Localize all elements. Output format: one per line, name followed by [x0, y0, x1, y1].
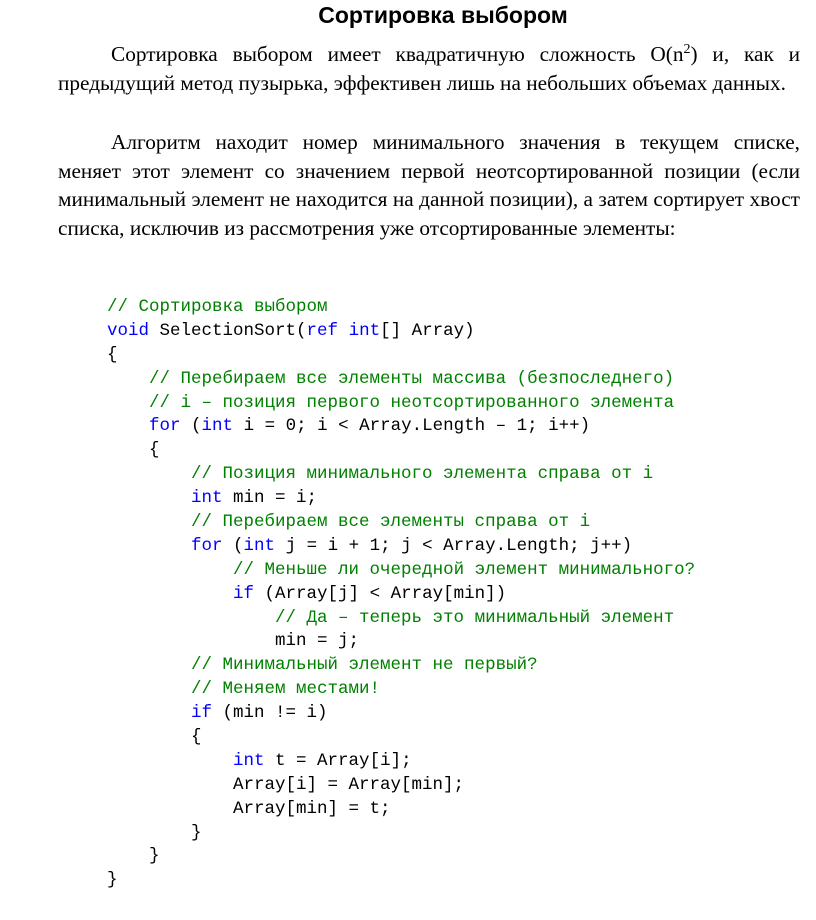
code-line — [107, 439, 695, 463]
code-text — [107, 584, 233, 604]
code-line — [107, 774, 695, 798]
code-keyword: for — [149, 416, 181, 437]
code-line — [107, 511, 695, 535]
code-text — [107, 512, 191, 532]
code-line — [107, 320, 695, 344]
paragraph-complexity-text-end: ) и, как и предыдущий метод пузырька, эффективен лишь на небольших объемах данных. — [58, 42, 800, 95]
code-text: Array[min] = t; — [107, 798, 391, 819]
code-text: { — [107, 727, 202, 748]
code-keyword: ref — [306, 320, 339, 341]
code-text: ( — [180, 416, 202, 437]
code-line — [107, 368, 695, 392]
code-line — [107, 678, 695, 702]
code-line — [107, 463, 695, 487]
code-line — [107, 344, 695, 368]
code-comment: // Перебираем все элементы справа от i — [191, 512, 591, 533]
code-keyword: int — [243, 535, 276, 556]
code-line — [107, 559, 695, 583]
code-text — [107, 608, 275, 628]
code-text — [107, 369, 149, 389]
code-text — [107, 655, 191, 675]
code-keyword: int — [191, 488, 223, 509]
code-keyword: void — [107, 320, 150, 341]
code-text: } — [107, 822, 202, 843]
exponent: 2 — [683, 41, 691, 57]
code-line — [107, 702, 695, 726]
code-line — [107, 845, 695, 869]
code-line — [107, 296, 695, 320]
code-comment: // Да – теперь это минимальный элемент — [275, 607, 675, 628]
code-line — [107, 487, 695, 511]
code-text — [107, 703, 191, 723]
code-line — [107, 822, 695, 846]
code-text — [107, 536, 191, 556]
code-text: j = i + 1; j < Array.Length; j++) — [275, 535, 633, 556]
code-text: i = 0; i < Array.Length – 1; i++) — [233, 416, 591, 437]
code-text — [107, 679, 191, 699]
code-line — [107, 535, 695, 559]
paragraph-complexity-text-start: Сортировка выбором имеет квадратичную сложность O(n — [111, 42, 684, 66]
code-keyword: for — [191, 535, 223, 556]
code-comment: // Сортировка выбором — [107, 297, 328, 317]
code-text: SelectionSort( — [149, 320, 307, 341]
code-line — [107, 654, 695, 678]
code-text: (min != i) — [212, 703, 328, 724]
code-comment: // Меняем местами! — [191, 679, 381, 700]
code-comment: // Минимальный элемент не первый? — [191, 655, 538, 676]
code-text — [107, 416, 149, 436]
code-line — [107, 607, 695, 631]
code-text: { — [107, 344, 118, 365]
code-comment: // Меньше ли очередной элемент минимального? — [233, 559, 696, 580]
code-line — [107, 583, 695, 607]
code-text — [107, 464, 191, 484]
code-text: min = i; — [222, 488, 318, 509]
code-text: { — [107, 440, 160, 461]
code-text: (Array[j] < Array[min]) — [254, 583, 507, 604]
code-line — [107, 726, 695, 750]
code-line — [107, 392, 695, 416]
code-line — [107, 415, 695, 439]
code-text: } — [107, 870, 118, 891]
code-line — [107, 750, 695, 774]
code-text: min = j; — [107, 631, 360, 652]
code-line — [107, 798, 695, 822]
code-keyword: int — [348, 320, 381, 341]
code-text — [107, 393, 149, 413]
code-text: } — [107, 846, 160, 867]
code-line — [107, 869, 695, 893]
code-text — [107, 488, 191, 508]
code-text: t = Array[i]; — [264, 750, 412, 771]
page-title: Сортировка выбором — [318, 2, 568, 28]
code-text: Array[i] = Array[min]; — [107, 774, 465, 795]
code-text — [107, 560, 233, 580]
paragraph-complexity — [58, 40, 800, 97]
code-listing — [107, 296, 695, 893]
code-text: ( — [222, 535, 244, 556]
paragraph-algorithm: Алгоритм находит номер минимального значения в текущем списке, меняет этот элемент со значением первой неотсортированной позиции (если минимальный элемент не находится на данной позиции), а затем сортирует хвост списка, исключив из рассмотрения уже отсортированные элементы: — [58, 130, 800, 240]
code-keyword: if — [191, 703, 213, 724]
code-text: [] Array) — [380, 320, 475, 341]
code-comment: // Позиция минимального элемента справа от i — [191, 464, 654, 485]
code-text — [107, 751, 233, 771]
code-keyword: if — [233, 583, 255, 604]
code-keyword: int — [233, 750, 265, 771]
code-text — [338, 321, 349, 341]
code-keyword: int — [201, 416, 234, 437]
code-comment: // Перебираем все элементы массива (безпоследнего) — [149, 368, 675, 389]
code-line — [107, 630, 695, 654]
code-comment: // i – позиция первого неотсортированного элемента — [149, 392, 675, 413]
